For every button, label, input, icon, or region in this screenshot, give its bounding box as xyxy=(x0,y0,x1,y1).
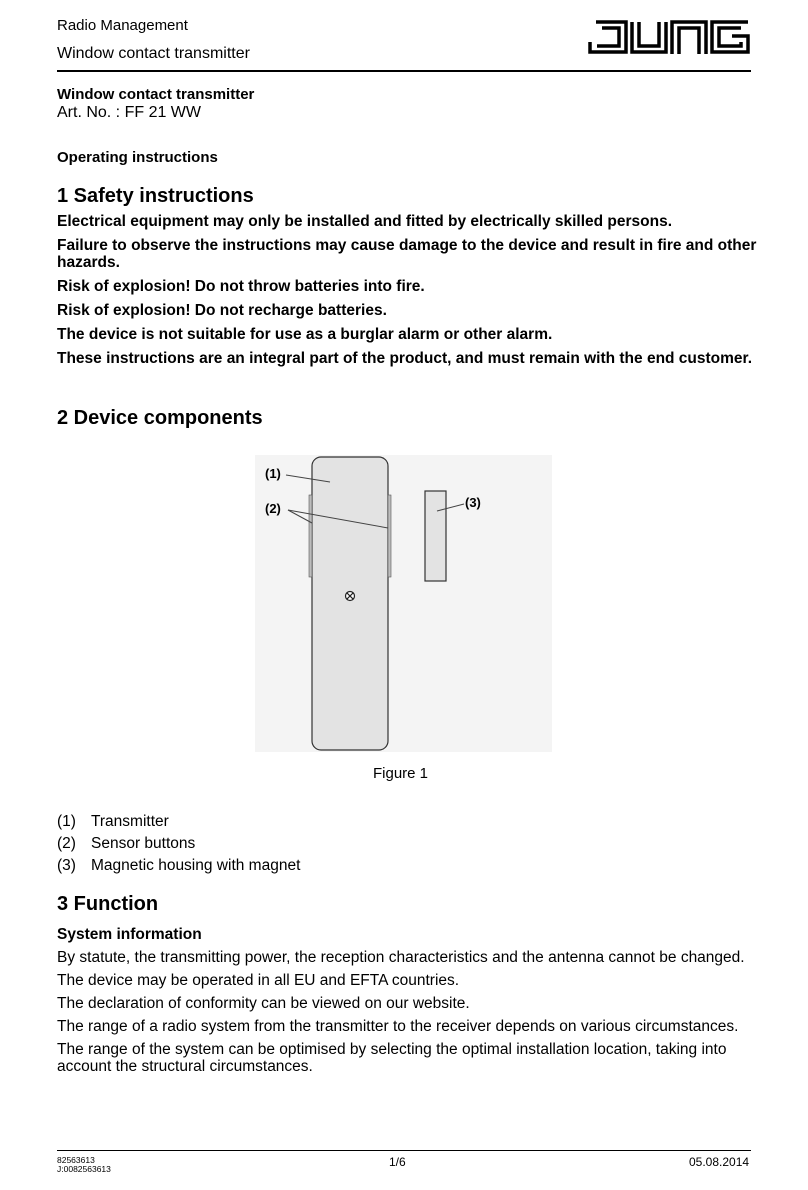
safety-item: Risk of explosion! Do not throw batteries into fire. xyxy=(57,278,425,295)
heading-safety: 1 Safety instructions xyxy=(57,185,254,207)
transmitter-housing xyxy=(312,457,388,750)
figure-label-2: (2) xyxy=(265,501,281,516)
safety-list xyxy=(57,213,757,374)
figure-label-3: (3) xyxy=(465,495,481,510)
safety-item: Failure to observe the instructions may cause damage to the device and result in fire and other hazards. xyxy=(57,237,757,271)
legend-item xyxy=(57,855,300,877)
legend-text: Magnetic housing with magnet xyxy=(91,857,301,874)
magnet-housing xyxy=(425,491,446,581)
heading-components: 2 Device components xyxy=(57,407,263,429)
header-subtitle: Window contact transmitter xyxy=(57,45,250,62)
legend-number: (3) xyxy=(57,857,76,874)
legend-item xyxy=(57,833,300,855)
page-number: 1/6 xyxy=(389,1155,406,1169)
safety-item: The device is not suitable for use as a burglar alarm or other alarm. xyxy=(57,326,553,343)
function-paragraph: The declaration of conformity can be viewed on our website. xyxy=(57,995,470,1012)
document-type: Operating instructions xyxy=(57,149,218,166)
jung-logo xyxy=(586,18,752,58)
figure-background xyxy=(255,455,552,752)
device-figure xyxy=(255,455,552,752)
function-paragraph: The device may be operated in all EU and EFTA countries. xyxy=(57,972,460,989)
legend-number: (2) xyxy=(57,835,76,852)
footer-job-code: J:0082563613 xyxy=(57,1164,111,1174)
subheading-system-information: System information xyxy=(57,926,202,943)
sensor-button-left xyxy=(309,495,312,577)
legend-item xyxy=(57,811,300,833)
safety-item: These instructions are an integral part of the product, and must remain with the end customer. xyxy=(57,350,753,367)
legend-number: (1) xyxy=(57,813,76,830)
figure-label-1: (1) xyxy=(265,466,281,481)
footer-divider xyxy=(57,1150,751,1151)
figure-caption: Figure 1 xyxy=(373,765,429,782)
sensor-button-right xyxy=(388,495,391,577)
function-paragraph: The range of a radio system from the transmitter to the receiver depends on various circumstances. xyxy=(57,1018,739,1035)
safety-item: Risk of explosion! Do not recharge batteries. xyxy=(57,302,387,319)
safety-item: Electrical equipment may only be installed and fitted by electrically skilled persons. xyxy=(57,213,673,230)
footer-date: 05.08.2014 xyxy=(689,1155,750,1169)
product-title: Window contact transmitter xyxy=(57,86,255,103)
function-paragraph: The range of the system can be optimised by selecting the optimal installation location, taking into account the structural circumstances. xyxy=(57,1041,727,1075)
legend-text: Sensor buttons xyxy=(91,835,196,852)
header-divider xyxy=(57,70,751,72)
footer-code: 82563613 xyxy=(57,1155,95,1165)
function-text xyxy=(57,949,747,1081)
legend-text: Transmitter xyxy=(91,813,169,830)
component-legend xyxy=(57,811,300,877)
article-number: Art. No. : FF 21 WW xyxy=(57,104,202,121)
heading-function: 3 Function xyxy=(57,893,159,915)
header-category: Radio Management xyxy=(57,17,188,34)
function-paragraph: By statute, the transmitting power, the reception characteristics and the antenna cannot be changed. xyxy=(57,949,745,966)
